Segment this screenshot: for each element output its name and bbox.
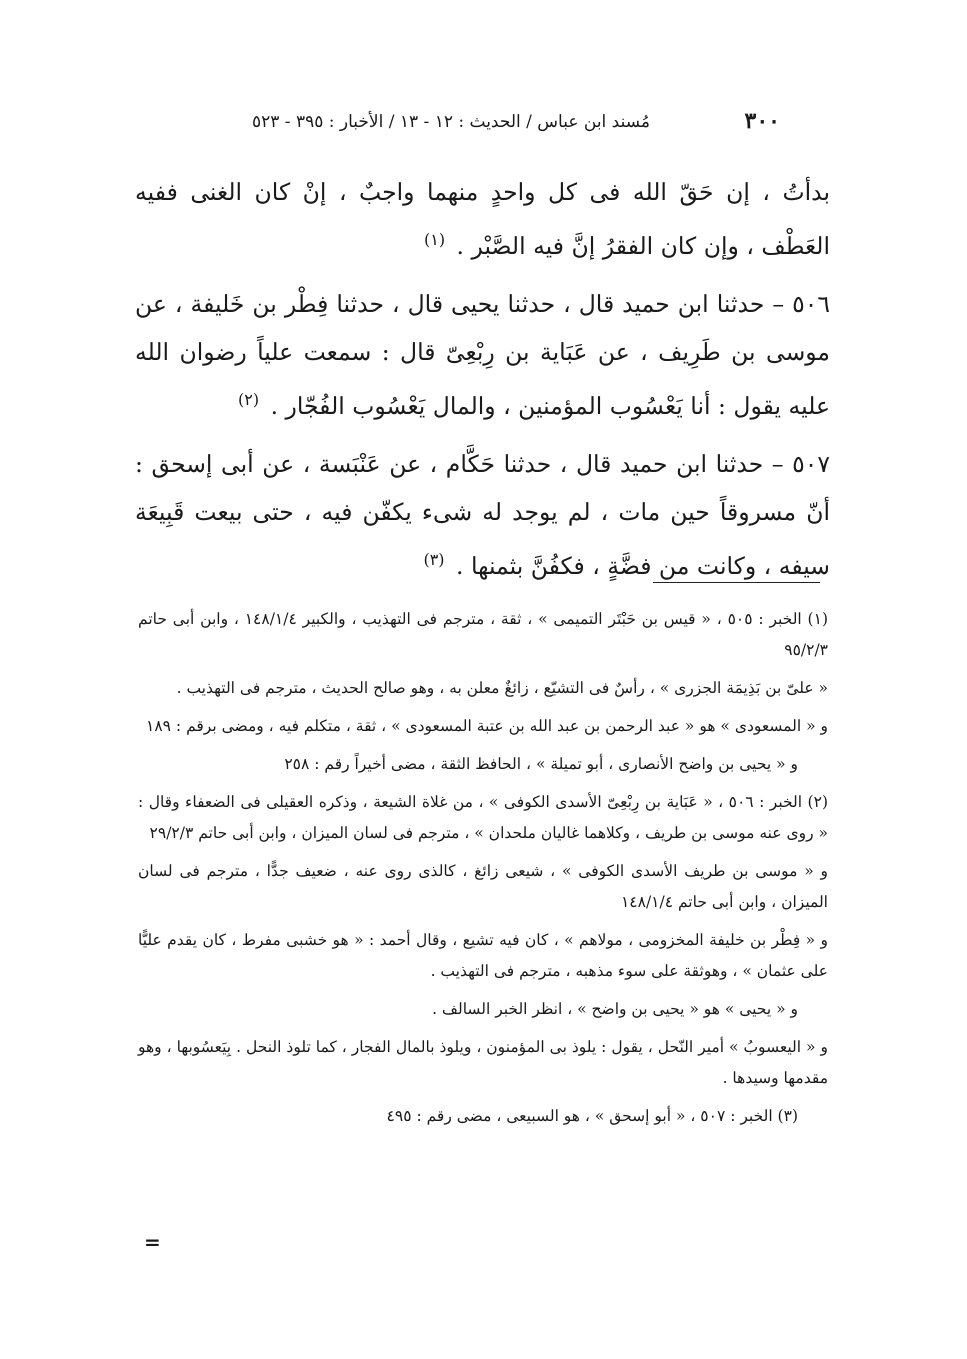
footnote: (٢) الخبر : ٥٠٦ ، « عَبَاية بن رِبْعِىّ الأسدى الكوفى » ، من غلاة الشيعة ، وذكره العقيلى فى الضعفاء وقال : « روى عنه موسى بن طريف ، وكلاهما غاليان ملحدان » ، مترجم فى لسان الميزان ، وابن أبى حاتم ٢٩/٢/٣	[138, 793, 828, 842]
footnote: و « اليعسوبُ » أمير النّحل ، يقول : يلوذ بى المؤمنون ، ويلوذ بالمال الفجار ، كما تلوذ النحل . بِيَعسُوبها ، وهو مقدمها وسيدها .	[138, 1038, 828, 1087]
paragraph-text: ٥٠٦ – حدثنا ابن حميد قال ، حدثنا يحيى قال ، حدثنا فِطْر بن خَليفة ، عن موسى بن طَرِيف ، عن عَبَاية بن رِبْعِىّ قال : سمعت علياً رضوان الله عليه يقول : أنا يَعْسُوب المؤمنين ، والمال يَعْسُوب الفُجّار .	[135, 289, 830, 420]
footnote: (١) الخبر : ٥٠٥ ، « قيس بن حَبْتَر التميمى » ، ثقة ، مترجم فى التهذيب ، والكبير ١٤٨/١/٤ ، وابن أبى حاتم ٩٥/٢/٣	[138, 610, 828, 659]
footnote-reference: (٢)	[237, 389, 260, 409]
footnote: (٣) الخبر : ٥٠٧ ، « أبو إسحق » ، هو السبيعى ، مضى رقم : ٤٩٥	[386, 1107, 798, 1125]
running-head: مُسند ابن عباس / الحديث : ١٢ - ١٣ / الأخبار : ٣٩٥ - ٥٢٣	[251, 112, 650, 132]
continuation-mark: =	[144, 1230, 161, 1254]
paragraph	[135, 280, 830, 430]
footnote: و « يحيى » هو « يحيى بن واضح » ، انظر الخبر السالف .	[432, 1000, 798, 1018]
paragraph-text: ٥٠٧ – حدثنا ابن حميد قال ، حدثنا حَكَّام ، عن عَنْبَسة ، عن أبى إسحق : أنّ مسروقاً حين مات ، لم يوجد له شىء يكفّن فيه ، حتى بيعت قَبِيعَة سيفه ، وكانت من فضَّةٍ ، فكفُنَّ بثمنها .	[135, 449, 830, 580]
footnote-divider	[653, 582, 820, 583]
footnote: و « فِطْر بن خليفة المخزومى ، مولاهم » ، كان فيه تشيع ، وقال أحمد : « هو خشبى مفرط ، كان يقدم عليًّا على عثمان » ، وهوثقة على سوء مذهبه ، مترجم فى التهذيب .	[138, 931, 828, 980]
paragraph-text: بدأتُ ، إن حَقّ الله فى كل واحدٍ منهما واجبٌ ، إنْ كان الغنى ففيه العَطْف ، وإن كان الفقرُ إنَّ فيه الصَّبْر .	[135, 178, 830, 260]
paragraph	[135, 168, 830, 270]
footnote: و « المسعودى » هو « عبد الرحمن بن عبد الله بن عتبة المسعودى » ، ثقة ، متكلم فيه ، ومضى برقم : ١٨٩	[146, 717, 828, 735]
page-number: ٣٠٠	[744, 108, 780, 134]
main-text-body	[135, 168, 830, 599]
footnote: « علىّ بن بَذِيمَة الجزرى » ، رأسٌ فى التشيّع ، زائغٌ معلن به ، وهو صالح الحديث ، مترجم فى التهذيب .	[176, 679, 828, 697]
footnote: و « موسى بن طريف الأسدى الكوفى » ، شيعى زائغ ، كالذى روى عنه ، ضعيف جدًّا ، مترجم فى لسان الميزان ، وابن أبى حاتم ١٤٨/١/٤	[138, 862, 828, 911]
paragraph	[135, 440, 830, 590]
footnotes	[138, 604, 828, 1139]
footnote: و « يحيى بن واضح الأنصارى ، أبو تميلة » ، الحافظ الثقة ، مضى أخيراً رقم : ٢٥٨	[284, 755, 798, 773]
footnote-reference: (٣)	[423, 549, 445, 569]
page-header	[220, 108, 780, 142]
footnote-reference: (١)	[423, 230, 446, 249]
